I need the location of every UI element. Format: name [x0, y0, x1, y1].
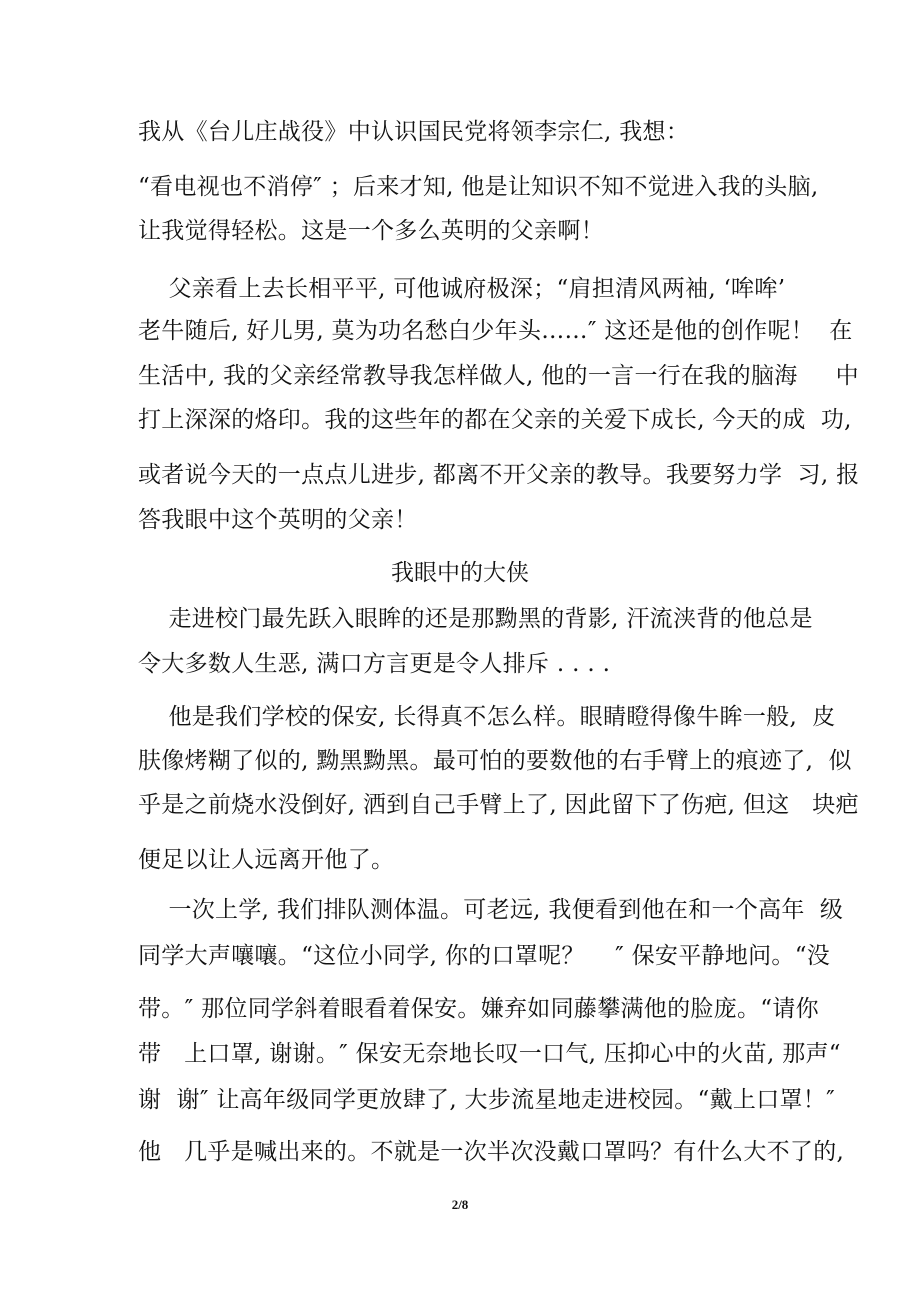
paragraph-line: 或者说今天的一点点儿进步, 都离不开父亲的教导。我要努力学 习, 报 — [138, 462, 860, 488]
paragraph-line: 带。″ 那位同学斜着眼看着保安。嫌弃如同藤攀满他的脸庞。“请你 — [138, 996, 819, 1022]
page-number: 2/8 — [451, 1197, 469, 1212]
paragraph-line: 生活中, 我的父亲经常教导我怎样做人, 他的一言一行在我的脑海 中 — [138, 363, 859, 389]
section-title: 我眼中的大侠 — [391, 560, 529, 586]
paragraph-line: 走进校门最先跃入眼眸的还是那黝黑的背影, 汗流浃背的他总是 — [138, 606, 813, 632]
paragraph-line: 带 上口罩, 谢谢。″ 保安无奈地长叹一口气, 压抑心中的火苗, 那声“ — [138, 1041, 841, 1067]
paragraph-line: “看电视也不消停″ ；后来才知, 他是让知识不知不觉进入我的头脑, — [138, 174, 819, 200]
paragraph-line: 我从《台儿庄战役》中认识国民党将领李宗仁, 我想： — [138, 119, 690, 145]
paragraph-line: 同学大声嚷嚷。“这位小同学, 你的口罩呢？ ″ 保安平静地问。“没 — [138, 943, 831, 969]
paragraph-line: 让我觉得轻松。这是一个多么英明的父亲啊！ — [138, 218, 604, 244]
paragraph-line: 他是我们学校的保安, 长得真不怎么样。眼睛瞪得像牛眸一般, 皮 — [138, 704, 836, 730]
paragraph-line: 他 几乎是喊出来的。不就是一次半次没戴口罩吗？有什么大不了的, — [138, 1139, 845, 1165]
paragraph-line: 打上深深的烙印。我的这些年的都在父亲的关爱下成长, 今天的成 功, — [138, 407, 852, 433]
paragraph-line: 令大多数人生恶, 满口方言更是令人排斥 . . . . — [138, 651, 611, 677]
paragraph-line: 老牛随后, 好儿男, 莫为功名愁白少年头……″ 这还是他的创作呢！ 在 — [138, 318, 853, 344]
paragraph-line: 一次上学, 我们排队测体温。可老远, 我便看到他在和一个高年 级 — [138, 897, 844, 923]
paragraph-line: 便足以让人远离开他了。 — [138, 847, 395, 873]
paragraph-line: 肤像烤糊了似的, 黝黑黝黑。最可怕的要数他的右手臂上的痕迹了, 似 — [138, 748, 852, 774]
paragraph-line: 谢 谢″ 让高年级同学更放肆了, 大步流星地走进校园。“戴上口罩！″ — [138, 1087, 835, 1113]
paragraph-line: 答我眼中这个英明的父亲！ — [138, 507, 418, 533]
paragraph-line: 乎是之前烧水没倒好, 洒到自己手臂上了, 因此留下了伤疤, 但这 块疤 — [138, 792, 859, 818]
paragraph-line: 父亲看上去长相平平, 可他诚府极深；“肩担清风两袖, ‘哞哞’ — [138, 276, 786, 302]
